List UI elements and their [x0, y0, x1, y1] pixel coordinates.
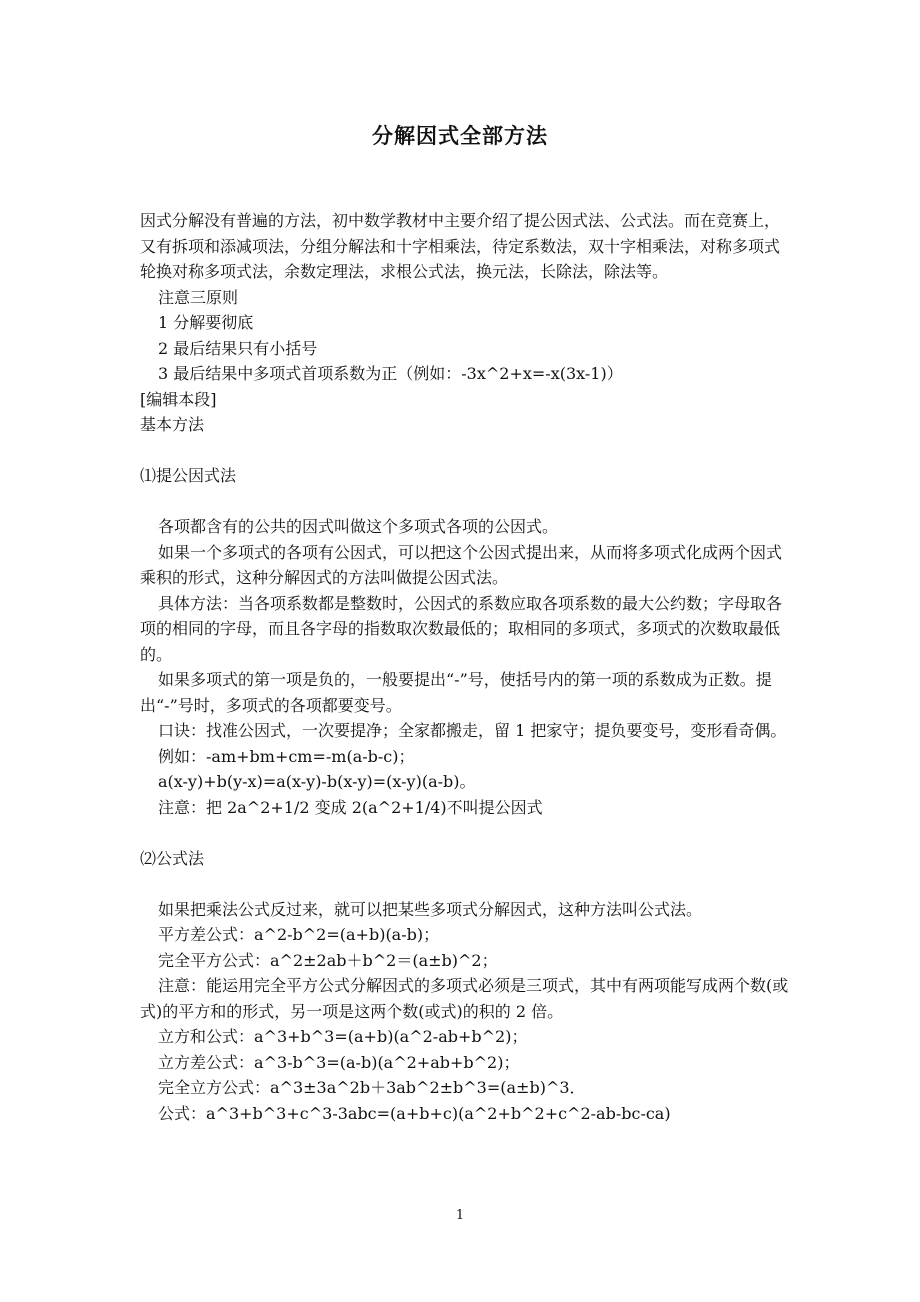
section1-paragraph: 各项都含有的公共的因式叫做这个多项式各项的公因式。 — [158, 517, 559, 536]
section2-formula: 立方和公式：a^3+b^3=(a+b)(a^2-ab+b^2)； — [158, 1027, 528, 1046]
section1-heading: ⑴提公因式法 — [140, 466, 237, 485]
principle-item: 2 最后结果只有小括号 — [158, 338, 318, 358]
principle-item: 3 最后结果中多项式首项系数为正（例如：-3x^2+x=-x(3x-1)） — [158, 364, 623, 383]
basic-methods-heading: 基本方法 — [140, 415, 205, 434]
principles-heading: 注意三原则 — [158, 287, 239, 307]
section1-paragraph: 如果多项式的第一项是负的，一般要提出“-”号，使括号内的第一项的系数成为正数。提出“-”号时，多项式的各项都要变号。 — [140, 670, 772, 715]
section2-paragraph: 如果把乘法公式反过来，就可以把某些多项式分解因式，这种方法叫公式法。 — [158, 899, 703, 919]
document-body — [140, 208, 790, 1126]
page-title: 分解因式全部方法 — [372, 124, 548, 148]
section2-formula: 平方差公式：a^2-b^2=(a+b)(a-b)； — [158, 925, 440, 944]
section1-paragraph: 口诀：找准公因式，一次要提净；全家都搬走，留 1 把家守；提负要变号，变形看奇偶。 — [158, 721, 787, 740]
intro-paragraph: 因式分解没有普遍的方法，初中数学教材中主要介绍了提公因式法、公式法。而在竞赛上，又有拆项和添减项法，分组分解法和十字相乘法，待定系数法，双十字相乘法，对称多项式轮换对称多项式法，余数定理法，求根公式法，换元法，长除法，除法等。 — [140, 211, 781, 281]
section1-example: 例如：-am+bm+cm=-m(a-b-c)； — [158, 746, 415, 766]
section2-formula: 公式：a^3+b^3+c^3-3abc=(a+b+c)(a^2+b^2+c^2-ab-bc-ca) — [158, 1103, 671, 1123]
section2-note: 注意：能运用完全平方公式分解因式的多项式必须是三项式，其中有两项能写成两个数(或式)的平方和的形式，另一项是这两个数(或式)的积的 2 倍。 — [140, 976, 789, 1021]
section2-formula: 完全平方公式：a^2±2ab＋b^2＝(a±b)^2； — [158, 950, 498, 970]
section1-note: 注意：把 2a^2+1/2 变成 2(a^2+1/4)不叫提公因式 — [158, 797, 543, 817]
section1-paragraph: 具体方法：当各项系数都是整数时，公因式的系数应取各项系数的最大公约数；字母取各项的相同的字母，而且各字母的指数取次数最低的；取相同的多项式，多项式的次数取最低的。 — [140, 593, 783, 664]
principle-item: 1 分解要彻底 — [158, 313, 254, 332]
section1-paragraph: 如果一个多项式的各项有公因式，可以把这个公因式提出来，从而将多项式化成两个因式乘积的形式，这种分解因式的方法叫做提公因式法。 — [140, 542, 783, 587]
section2-formula: 完全立方公式：a^3±3a^2b＋3ab^2±b^3=(a±b)^3． — [158, 1078, 586, 1097]
page-number: 1 — [455, 1208, 465, 1223]
section2-formula: 立方差公式：a^3-b^3=(a-b)(a^2+ab+b^2)； — [158, 1052, 520, 1072]
section1-example: a(x-y)+b(y-x)=a(x-y)-b(x-y)=(x-y)(a-b)。 — [158, 772, 476, 791]
edit-section-link[interactable]: [编辑本段] — [140, 389, 217, 409]
section2-heading: ⑵公式法 — [140, 848, 205, 868]
